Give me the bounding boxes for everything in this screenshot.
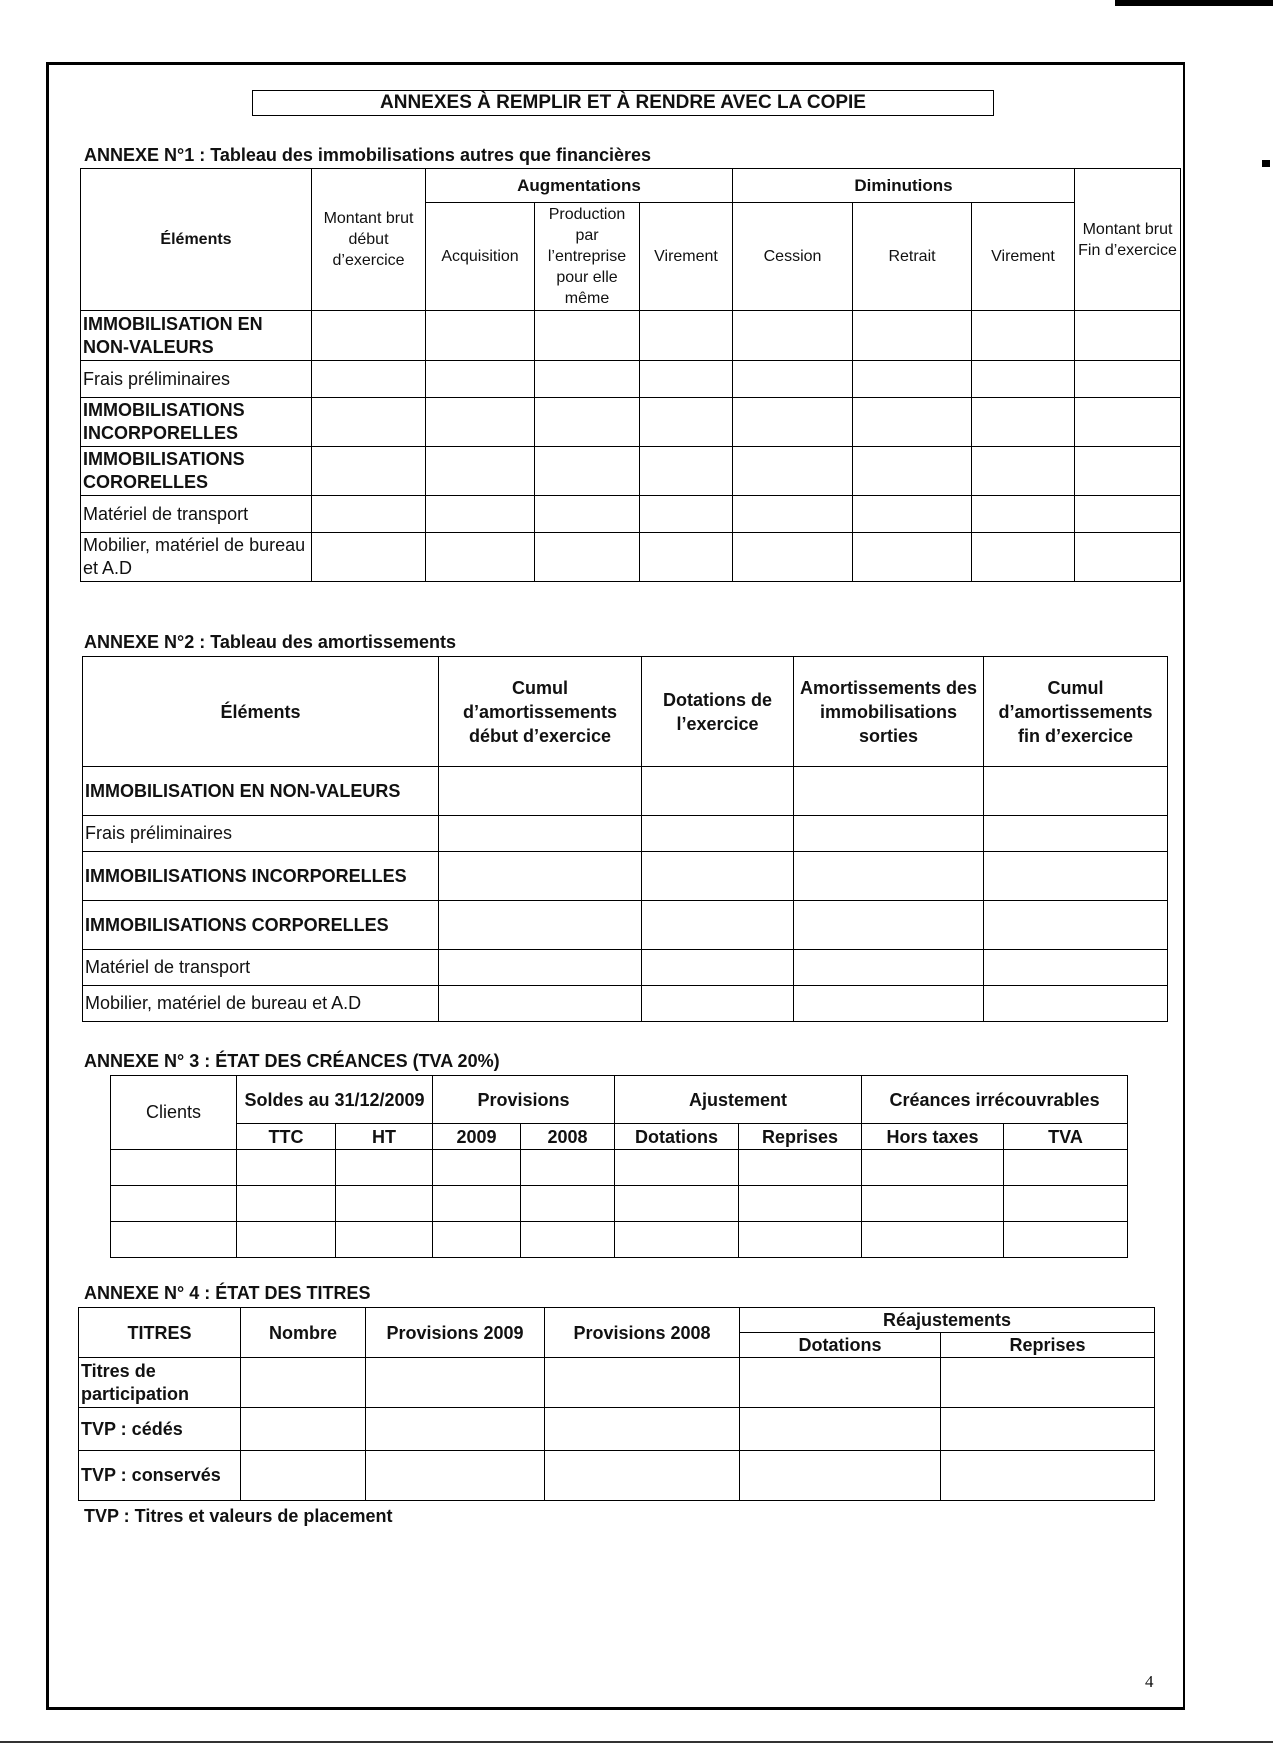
annexe1-title: ANNEXE N°1 : Tableau des immobilisations autres que financières xyxy=(84,145,652,165)
row-label: IMMOBILISATIONS INCORPORELLES xyxy=(81,398,312,447)
col-elements: Éléments xyxy=(83,657,439,767)
row-label: Frais préliminaires xyxy=(83,816,439,852)
table-row xyxy=(79,1408,1155,1451)
page-number: 4 xyxy=(1145,1672,1154,1691)
col-2008: 2008 xyxy=(521,1124,615,1150)
table-row xyxy=(83,767,1168,816)
table-row xyxy=(81,447,1181,496)
row-label: IMMOBILISATION EN NON-VALEURS xyxy=(81,311,312,361)
row-label: IMMOBILISATION EN NON-VALEURS xyxy=(83,767,439,816)
row-label: IMMOBILISATIONS CORPORELLES xyxy=(83,901,439,950)
row-label: Mobilier, matériel de bureau et A.D xyxy=(81,533,312,582)
col-reprises: Reprises xyxy=(941,1333,1155,1358)
table-row xyxy=(111,1150,1128,1186)
col-diminutions: Diminutions xyxy=(733,169,1075,203)
col-retrait: Retrait xyxy=(853,203,972,311)
row-label: TVP : cédés xyxy=(79,1408,241,1451)
table-row xyxy=(79,1358,1155,1408)
scan-line-bottom xyxy=(0,1741,1273,1743)
row-label: TVP : conservés xyxy=(79,1451,241,1501)
annexe4-table xyxy=(78,1307,1155,1501)
row-label: Mobilier, matériel de bureau et A.D xyxy=(83,986,439,1022)
table-row xyxy=(83,816,1168,852)
row-label: IMMOBILISATIONS CORORELLES xyxy=(81,447,312,496)
col-reajustements: Réajustements xyxy=(740,1308,1155,1333)
col-clients: Clients xyxy=(111,1076,237,1150)
col-cumul-debut: Cumul d’amortissements début d’exercice xyxy=(439,657,642,767)
col-cumul-fin: Cumul d’amortissements fin d’exercice xyxy=(984,657,1168,767)
col-tva: TVA xyxy=(1004,1124,1128,1150)
col-reprises: Reprises xyxy=(739,1124,862,1150)
scan-mark-top xyxy=(1115,0,1273,6)
table-row xyxy=(81,533,1181,582)
annexe2-title: ANNEXE N°2 : Tableau des amortissements xyxy=(84,632,456,652)
col-montant-debut: Montant brut début d’exercice xyxy=(312,169,426,311)
col-ttc: TTC xyxy=(237,1124,336,1150)
col-dotations: Dotations xyxy=(615,1124,739,1150)
table-row xyxy=(83,852,1168,901)
annexe3-title: ANNEXE N° 3 : ÉTAT DES CRÉANCES (TVA 20%) xyxy=(84,1051,500,1071)
row-label: Matériel de transport xyxy=(81,496,312,533)
table-row xyxy=(83,901,1168,950)
annexe4-title: ANNEXE N° 4 : ÉTAT DES TITRES xyxy=(84,1283,371,1303)
table-row xyxy=(83,986,1168,1022)
col-provisions: Provisions xyxy=(433,1076,615,1124)
col-2009: 2009 xyxy=(433,1124,521,1150)
col-virement-aug: Virement xyxy=(640,203,733,311)
col-cession: Cession xyxy=(733,203,853,311)
annexe2-table xyxy=(82,656,1168,1022)
col-dotations: Dotations xyxy=(740,1333,941,1358)
col-elements: Éléments xyxy=(81,169,312,311)
row-label: Titres de participation xyxy=(79,1358,241,1408)
col-prov2008: Provisions 2008 xyxy=(545,1308,740,1358)
col-titres: TITRES xyxy=(79,1308,241,1358)
col-virement-dim: Virement xyxy=(972,203,1075,311)
annexe4-footnote: TVP : Titres et valeurs de placement xyxy=(84,1506,393,1526)
table-row xyxy=(111,1222,1128,1258)
scan-mark-side xyxy=(1262,160,1270,167)
table-row xyxy=(79,1451,1155,1501)
table-row xyxy=(81,496,1181,533)
table-row xyxy=(81,361,1181,398)
annexe3-table xyxy=(110,1075,1128,1258)
col-amort-sorties: Amortissements des immobilisations sorties xyxy=(794,657,984,767)
col-montant-fin: Montant brut Fin d’exercice xyxy=(1075,169,1181,311)
col-nombre: Nombre xyxy=(241,1308,366,1358)
page-title: ANNEXES À REMPLIR ET À RENDRE AVEC LA COPIE xyxy=(252,90,994,116)
col-hors-taxes: Hors taxes xyxy=(862,1124,1004,1150)
table-row xyxy=(81,398,1181,447)
col-ajustement: Ajustement xyxy=(615,1076,862,1124)
row-label: Matériel de transport xyxy=(83,950,439,986)
col-production: Production par l’entreprise pour elle même xyxy=(535,203,640,311)
col-augmentations: Augmentations xyxy=(426,169,733,203)
row-label: Frais préliminaires xyxy=(81,361,312,398)
col-dotations: Dotations de l’exercice xyxy=(642,657,794,767)
table-row xyxy=(83,950,1168,986)
col-soldes: Soldes au 31/12/2009 xyxy=(237,1076,433,1124)
table-row xyxy=(111,1186,1128,1222)
row-label: IMMOBILISATIONS INCORPORELLES xyxy=(83,852,439,901)
col-creances: Créances irrécouvrables xyxy=(862,1076,1128,1124)
col-prov2009: Provisions 2009 xyxy=(366,1308,545,1358)
annexe1-table xyxy=(80,168,1181,582)
col-acquisition: Acquisition xyxy=(426,203,535,311)
col-ht: HT xyxy=(336,1124,433,1150)
table-row xyxy=(81,311,1181,361)
